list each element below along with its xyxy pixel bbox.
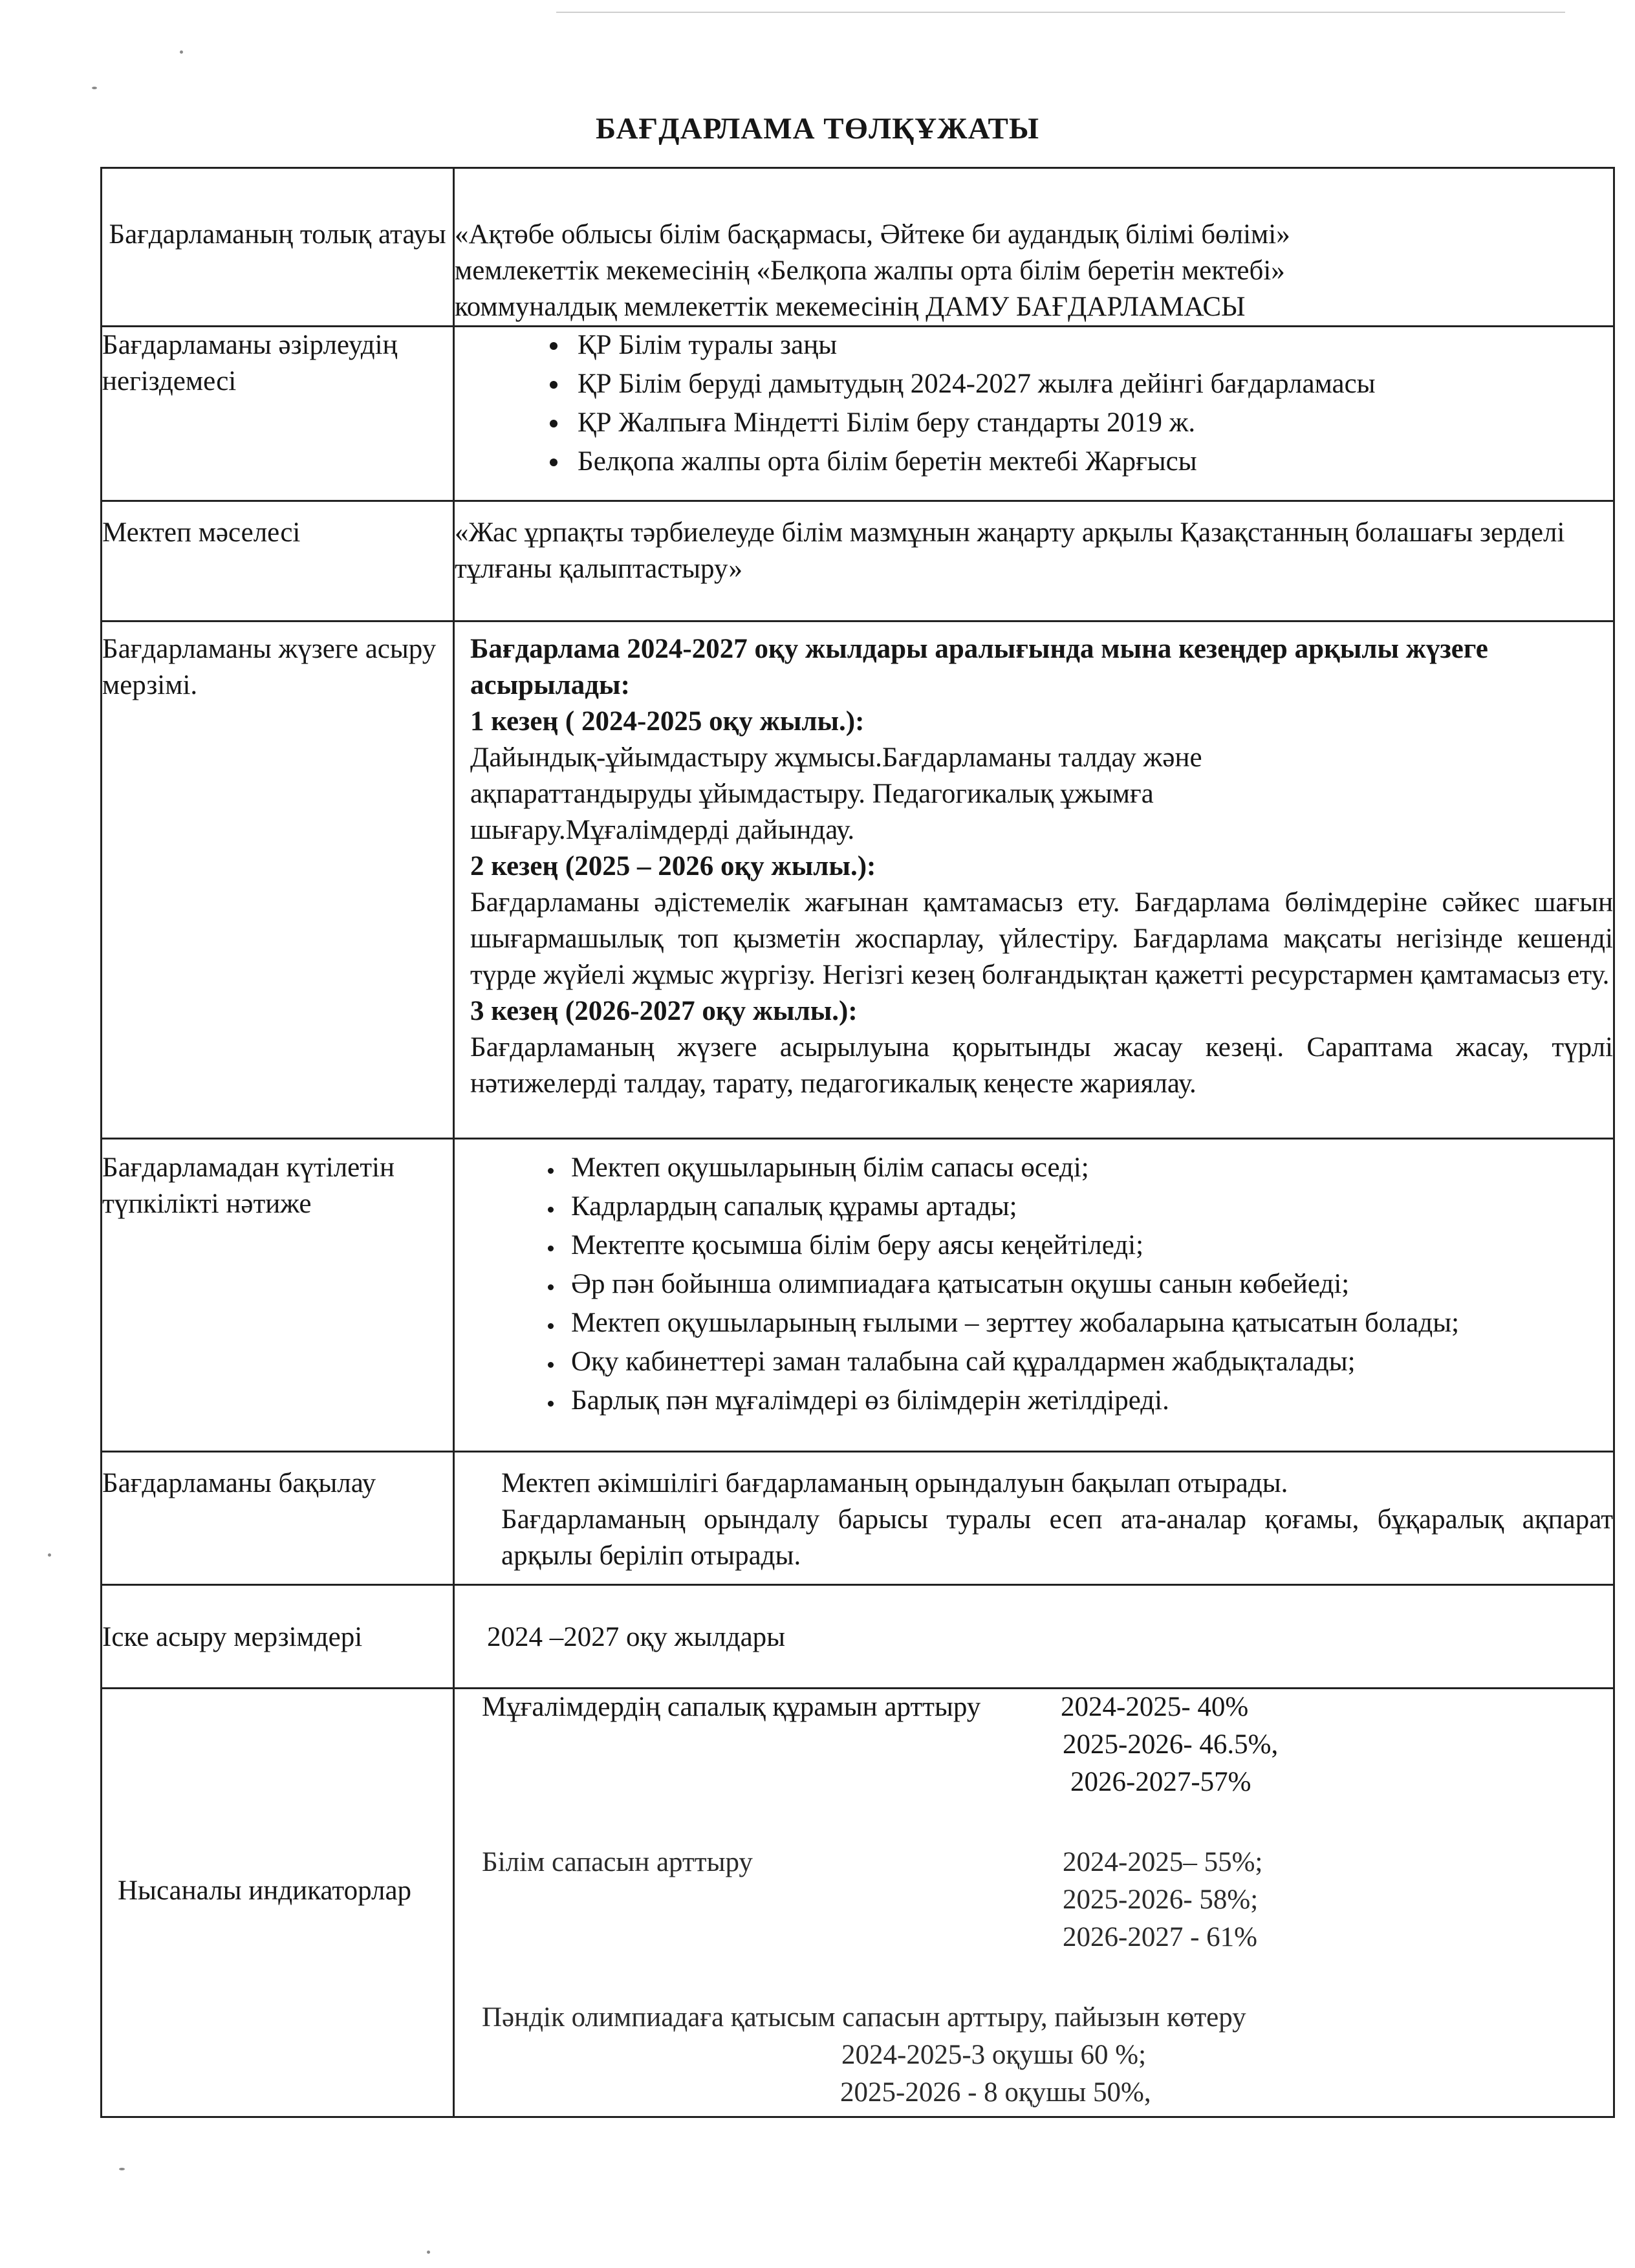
stage-2-title: 2 кезең (2025 – 2026 оқу жылы.):: [470, 851, 876, 881]
stage-1-line: шығару.Мұғалімдерді дайындау.: [470, 815, 855, 845]
scan-top-rule: [556, 12, 1565, 13]
quality-value: 2024-2025– 55%;: [1063, 1847, 1263, 1877]
quality-value: 2026-2027 - 61%: [1063, 1922, 1257, 1952]
indicator-row: [455, 1844, 1613, 1881]
teachers-value: 2026-2027-57%: [1070, 1767, 1251, 1797]
value-cell: [454, 501, 1614, 621]
problem-text: «Жас ұрпақты тәрбиелеуде білім мазмұнын жаңарту арқылы Қазақстанның болашағы зерделі тұлғаны қалыптастыру»: [455, 517, 1565, 584]
control-text: Бағдарламаның орындалу барысы туралы есеп ата-аналар қоғамы, бұқаралық ақпарат арқылы беріліп отырады.: [501, 1504, 1613, 1571]
value-cell: [454, 327, 1614, 501]
indicator-row: [455, 2037, 1613, 2073]
stage-3-text: Бағдарламаның жүзеге асырылуына қорытынды жасау кезеңі. Сараптама жасау, түрлі нәтижелерді талдау, тарату, педагогикалық кеңесте жариялау.: [470, 1032, 1613, 1099]
value-cell: [454, 1139, 1614, 1452]
olympiad-value: 2025-2026 - 8 оқушы 50%,: [840, 2077, 1151, 2108]
row-problem: [102, 501, 1614, 621]
list-item: • Мектеп оқушыларының ғылыми – зерттеу жобаларына қатысатын болады;: [563, 1305, 1597, 1341]
indicator-row: [455, 1689, 1613, 1725]
label-cell: [102, 1585, 454, 1689]
label-cell: [102, 1689, 454, 2117]
scan-speck: [48, 1553, 51, 1557]
program-passport-table: [100, 167, 1615, 2118]
control-line: Мектеп әкімшілігі бағдарламаның орындалуын бақылап отырады.: [501, 1468, 1288, 1498]
row-label: Бағдарламаны жүзеге асыру мерзімі.: [102, 634, 437, 700]
stage-1-title: 1 кезең ( 2024-2025 оқу жылы.):: [470, 706, 865, 737]
stage-2-text: Бағдарламаны әдістемелік жағынан қамтамасыз ету. Бағдарлама бөлімдеріне сәйкес шағын шығармашылық топ қызметін жоспарлау, үйлестіру. Бағдарлама мақсаты негізінде кешенді түрде жүйелі жұмыс жүргізу. Негізгі кезең болғандықтан қажетті ресурстармен қамтамасыз ету.: [470, 887, 1613, 990]
row-label: Іске асыру мерзімдері: [102, 1622, 363, 1652]
indicator-row: [455, 1727, 1613, 1763]
list-item: • ҚР Білім туралы заңы: [570, 327, 1613, 363]
row-control: [102, 1452, 1614, 1585]
list-item: • ҚР Білім беруді дамытудың 2024-2027 жылға дейінгі бағдарламасы: [570, 366, 1613, 402]
teachers-value: 2025-2026- 46.5%,: [1063, 1729, 1279, 1760]
value-cell: [454, 621, 1614, 1139]
label-cell: [102, 1452, 454, 1585]
label-cell: [102, 501, 454, 621]
row-label: Бағдарламаның толық атауы: [109, 219, 446, 250]
row-full-name: [102, 168, 1614, 327]
full-name-line: «Ақтөбе облысы білім басқармасы, Әйтеке би аудандық білімі бөлімі»: [455, 219, 1290, 250]
scan-speck: [92, 87, 97, 89]
basis-list: [455, 327, 1613, 480]
olympiad-value: 2024-2025-3 оқушы 60 %;: [841, 2040, 1147, 2070]
value-cell: [454, 1689, 1614, 2117]
row-basis: [102, 327, 1614, 501]
list-item: • Оқу кабинеттері заман талабына сай құралдармен жабдықталады;: [563, 1344, 1597, 1380]
row-label: Бағдарламадан күтілетін түпкілікті нәтиже: [102, 1152, 395, 1219]
value-cell: [454, 168, 1614, 327]
label-cell: [102, 621, 454, 1139]
list-item: • Мектепте қосымша білім беру аясы кеңейтіледі;: [563, 1227, 1597, 1264]
row-label: Бағдарламаны бақылау: [102, 1468, 376, 1498]
list-item: • Белқопа жалпы орта білім беретін мектебі Жарғысы: [570, 444, 1613, 480]
list-item: • Кадрлардың сапалық құрамы артады;: [563, 1189, 1597, 1225]
list-item: • Барлық пән мұғалімдері өз білімдерін жетілдіреді.: [563, 1383, 1597, 1419]
row-label: Мектеп мәселесі: [102, 517, 301, 548]
indicator-row: [455, 2075, 1613, 2111]
scan-speck: [180, 50, 183, 54]
quality-title: Білім сапасын арттыру: [482, 1847, 753, 1877]
quality-value: 2025-2026- 58%;: [1063, 1885, 1259, 1915]
full-name-line: мемлекеттік мекемесінің «Белқопа жалпы орта білім беретін мектебі»: [455, 255, 1285, 286]
row-label: Нысаналы индикаторлар: [118, 1875, 412, 1906]
label-cell: [102, 168, 454, 327]
full-name-line: коммуналдық мемлекеттік мекемесінің ДАМУ БАҒДАРЛАМАСЫ: [455, 292, 1246, 322]
olympiad-title: Пәндік олимпиадаға қатысым сапасын арттыру, пайызын көтеру: [482, 2002, 1246, 2033]
list-item: • Мектеп оқушыларының білім сапасы өседі;: [563, 1150, 1597, 1186]
indicator-row: [455, 1919, 1613, 1956]
teachers-value: 2024-2025- 40%: [1061, 1692, 1249, 1722]
term-intro: Бағдарлама 2024-2027 оқу жылдары аралығында мына кезеңдер арқылы жүзеге асырылады:: [470, 634, 1488, 700]
indicator-row: [455, 2000, 1613, 2036]
indicator-row: [455, 1764, 1613, 1800]
stage-1-line: Дайындық-ұйымдастыру жұмысы.Бағдарламаны талдау және: [470, 742, 1202, 773]
value-cell: [454, 1452, 1614, 1585]
scan-speck: [427, 2251, 430, 2254]
stage-1-line: ақпараттандыруды ұйымдастыру. Педагогикалық ұжымға: [470, 779, 1154, 809]
list-item: • Әр пән бойынша олимпиадаға қатысатын оқушы санын көбейеді;: [563, 1266, 1597, 1302]
teachers-title: Мұғалімдердің сапалық құрамын арттыру: [482, 1692, 981, 1722]
document-title: БАҒДАРЛАМА ТӨЛҚҰЖАТЫ: [596, 112, 1039, 146]
label-cell: [102, 327, 454, 501]
value-cell: [454, 1585, 1614, 1689]
row-results: [102, 1139, 1614, 1452]
indicators-block: [455, 1689, 1613, 2116]
dates-text: 2024 –2027 оқу жылдары: [487, 1622, 786, 1652]
indicator-row: [455, 1882, 1613, 1918]
row-dates: [102, 1585, 1614, 1689]
label-cell: [102, 1139, 454, 1452]
row-term: [102, 621, 1614, 1139]
row-indicators: [102, 1689, 1614, 2117]
stage-3-title: 3 кезең (2026-2027 оқу жылы.):: [470, 996, 858, 1026]
results-list: [455, 1150, 1613, 1419]
row-label: Бағдарламаны әзірлеудің негіздемесі: [102, 330, 398, 396]
scan-speck: [119, 2168, 125, 2170]
list-item: • ҚР Жалпыға Міндетті Білім беру стандарты 2019 ж.: [570, 405, 1613, 441]
